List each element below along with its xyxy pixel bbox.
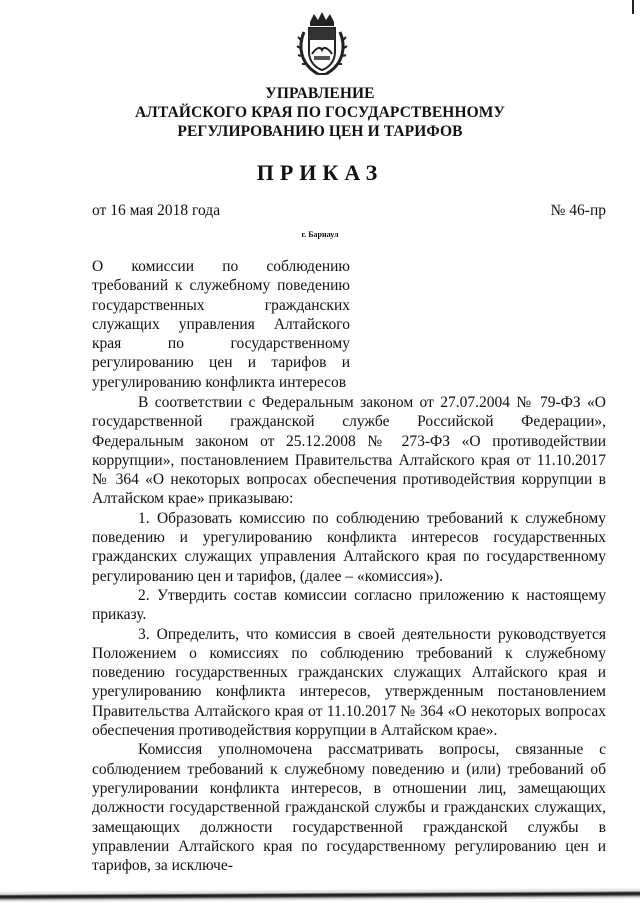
org-line: АЛТАЙСКОГО КРАЯ ПО ГОСУДАРСТВЕННОМУ	[135, 104, 505, 121]
org-line: УПРАВЛЕНИЕ	[265, 85, 375, 102]
body-paragraph: 1. Образовать комиссию по соблюдению требований к служебному поведению и урегулированию конфликта интересов государственных гражданских служащих управления Алтайского края по государственному регулированию цен и тарифов, (далее – «комиссия»).	[92, 509, 606, 585]
body-paragraph: Комиссия уполномочена рассматривать вопросы, связанные с соблюдением требований к служебному поведению и (или) требований об урегулировании конфликта интересов, в отношении лиц, замещающих должности государственной гражданской службы и гражданских служащих, замещающих должности государственной гражданской службы в управлении Алтайского края по государственному регулированию цен и тарифов, за исключе-	[92, 741, 606, 875]
document-city: г. Барнаул	[301, 230, 339, 239]
body-paragraph: 3. Определить, что комиссия в своей деятельности руководствуется Положением о комиссиях по соблюдению требований к служебному поведению государственных гражданских служащих Алтайского края и урегулированию конфликта интересов, утвержденным постановлением Правительства Алтайского края от 11.10.2017 № 364 «О некоторых вопросах обеспечения противодействия коррупции в Алтайском крае».	[92, 625, 606, 740]
document-number: № 46-пр	[550, 202, 606, 219]
document-date: от 16 мая 2018 года	[92, 202, 221, 219]
scan-corner-mark	[632, 0, 634, 14]
document-title: ПРИКАЗ	[256, 160, 384, 185]
body-paragraph: В соответствии с Федеральным законом от 27.07.2004 № 79-ФЗ «О государственной гражданской службе Российской Федерации», Федеральным законом от 25.12.2008 № 273-ФЗ «О противодействии коррупции», постановлением Правительства Алтайского края от 11.10.2017 № 364 «О некоторых вопросах обеспечения противодействия коррупции в Алтайском крае» приказываю:	[92, 394, 606, 508]
organization-name	[90, 84, 550, 141]
body-paragraph: 2. Утвердить состав комиссии согласно приложению к настоящему приказу.	[92, 586, 606, 624]
document-subject: О комиссии по соблюдению требований к служебному поведению государственных гражданских служащих управления Алтайского края по государственному регулированию цен и тарифов и урегулированию конфликта интересов	[92, 258, 350, 391]
document-body	[92, 393, 606, 875]
org-line: РЕГУЛИРОВАНИЮ ЦЕН И ТАРИФОВ	[177, 123, 463, 140]
coat-of-arms-emblem	[296, 10, 348, 80]
altai-krai-coat-of-arms-icon	[296, 10, 348, 80]
scan-edge-line	[0, 887, 640, 902]
